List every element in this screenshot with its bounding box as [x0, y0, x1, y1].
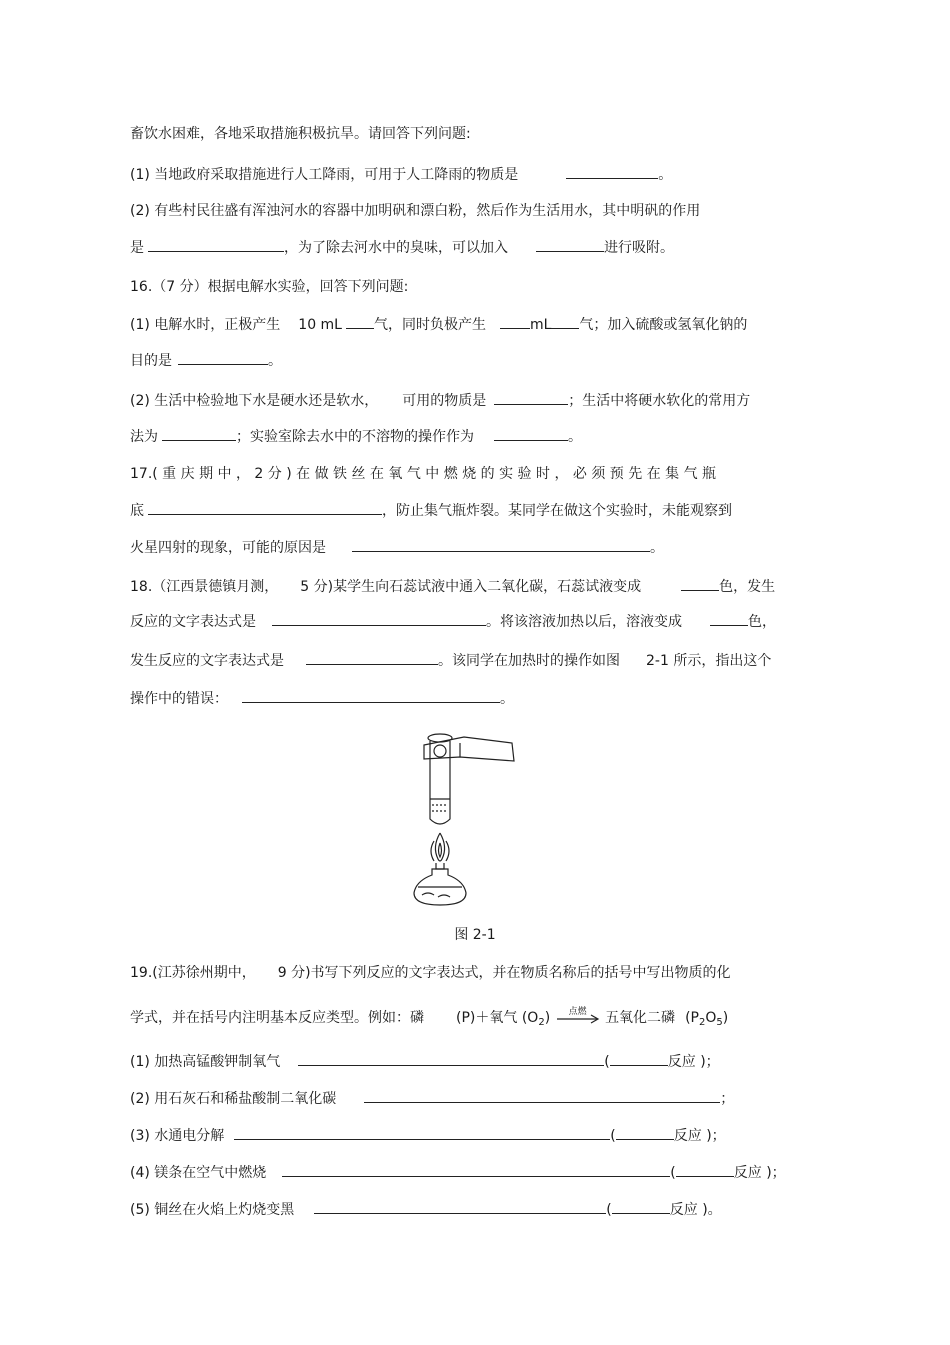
- answer-blank[interactable]: [148, 500, 382, 515]
- answer-blank[interactable]: [148, 237, 284, 252]
- test-tube-heating-figure: [404, 727, 530, 909]
- q19-item-3: (3) 水通电分解 ( 反应 )；: [130, 1125, 726, 1146]
- answer-blank[interactable]: [234, 1125, 610, 1140]
- q18-line2: 反应的文字表达式是 。将该溶液加热以后，溶液变成 色，: [130, 611, 776, 632]
- answer-blank[interactable]: [500, 314, 530, 329]
- figure-caption: 图 2-1: [454, 927, 496, 943]
- q19-item-2: (2) 用石灰石和稀盐酸制二氧化碳 ；: [130, 1088, 734, 1109]
- q16-part2-line2: 法为 ；实验室除去水中的不溶物的操作作为 。: [130, 426, 582, 447]
- reaction-type-blank[interactable]: [612, 1199, 670, 1214]
- answer-blank[interactable]: [536, 237, 604, 252]
- answer-blank[interactable]: [272, 611, 486, 626]
- answer-blank[interactable]: [298, 1051, 604, 1066]
- answer-blank[interactable]: [282, 1162, 670, 1177]
- answer-blank[interactable]: [566, 164, 658, 179]
- answer-blank[interactable]: [162, 426, 236, 441]
- q19-example-line: 学式，并在括号内注明基本反应类型。例如：磷 (P)＋氧气 $(O_2)$ 点燃 五氧化二磷 $(P_2O_5)$: [130, 1007, 729, 1028]
- answer-blank[interactable]: [710, 611, 748, 626]
- q17-line3: 火星四射的现象，可能的原因是 。: [130, 537, 664, 558]
- answer-blank[interactable]: [242, 688, 500, 703]
- answer-blank[interactable]: [314, 1199, 606, 1214]
- q16-part1-line2: 目的是 。: [130, 350, 282, 371]
- q19-item-1: (1) 加热高锰酸钾制氧气 ( 反应 )；: [130, 1051, 720, 1072]
- q19-item-5: (5) 铜丝在火焰上灼烧变黑 ( 反应 )。: [130, 1199, 722, 1220]
- reaction-arrow: 点燃: [555, 1008, 601, 1028]
- reaction-type-blank[interactable]: [610, 1051, 668, 1066]
- q15-part2-line1: (2) 有些村民往盛有浑浊河水的容器中加明矾和漂白粉，然后作为生活用水，其中明矾的作用: [130, 203, 701, 219]
- answer-blank[interactable]: [681, 576, 719, 591]
- answer-blank[interactable]: [352, 537, 650, 552]
- arrow-icon: [555, 1008, 601, 1028]
- q17-line2: 底 ，防止集气瓶炸裂。某同学在做这个实验时，未能观察到: [130, 500, 732, 521]
- q19-item-4: (4) 镁条在空气中燃烧 ( 反应 )；: [130, 1162, 786, 1183]
- q18-line3: 发生反应的文字表达式是 。该同学在加热时的操作如图 2-1 所示，指出这个: [130, 650, 771, 671]
- q18-line4: 操作中的错误： 。: [130, 688, 514, 709]
- q16-header: 16.（7 分）根据电解水实验，回答下列问题:: [130, 279, 409, 295]
- q15-part2-line2: 是 ，为了除去河水中的臭味，可以加入 进行吸附。: [130, 237, 674, 258]
- answer-blank[interactable]: [364, 1088, 720, 1103]
- q16-part1-line1: (1) 电解水时，正极产生 10 mL 气，同时负极产生 mL 气；加入硫酸或氢氧化钠的: [130, 314, 747, 335]
- answer-blank[interactable]: [494, 426, 568, 441]
- answer-blank[interactable]: [494, 390, 568, 405]
- q16-part2-line1: (2) 生活中检验地下水是硬水还是软水， 可用的物质是 ；生活中将硬水软化的常用方: [130, 390, 750, 411]
- answer-blank[interactable]: [306, 650, 438, 665]
- q15-part1: (1) 当地政府采取措施进行人工降雨，可用于人工降雨的物质是 。: [130, 164, 672, 185]
- q18-line1: 18.（江西景德镇月测， 5 分)某学生向石蕊试液中通入二氧化碳，石蕊试液变成 色，发生: [130, 576, 775, 597]
- answer-blank[interactable]: [551, 314, 579, 329]
- q17-line1: 17.( 重 庆 期 中 ， 2 分 ) 在 做 铁 丝 在 氧 气 中 燃 烧 的 实 验 时 ， 必 须 预 先 在 集 气 瓶: [130, 466, 717, 482]
- intro-line: 畜饮水困难，各地采取措施积极抗旱。请回答下列问题:: [130, 126, 471, 142]
- reaction-type-blank[interactable]: [616, 1125, 674, 1140]
- answer-blank[interactable]: [178, 350, 268, 365]
- answer-blank[interactable]: [346, 314, 374, 329]
- q19-line1: 19.(江苏徐州期中， 9 分)书写下列反应的文字表达式，并在物质名称后的括号中写出物质的化: [130, 965, 731, 981]
- reaction-type-blank[interactable]: [676, 1162, 734, 1177]
